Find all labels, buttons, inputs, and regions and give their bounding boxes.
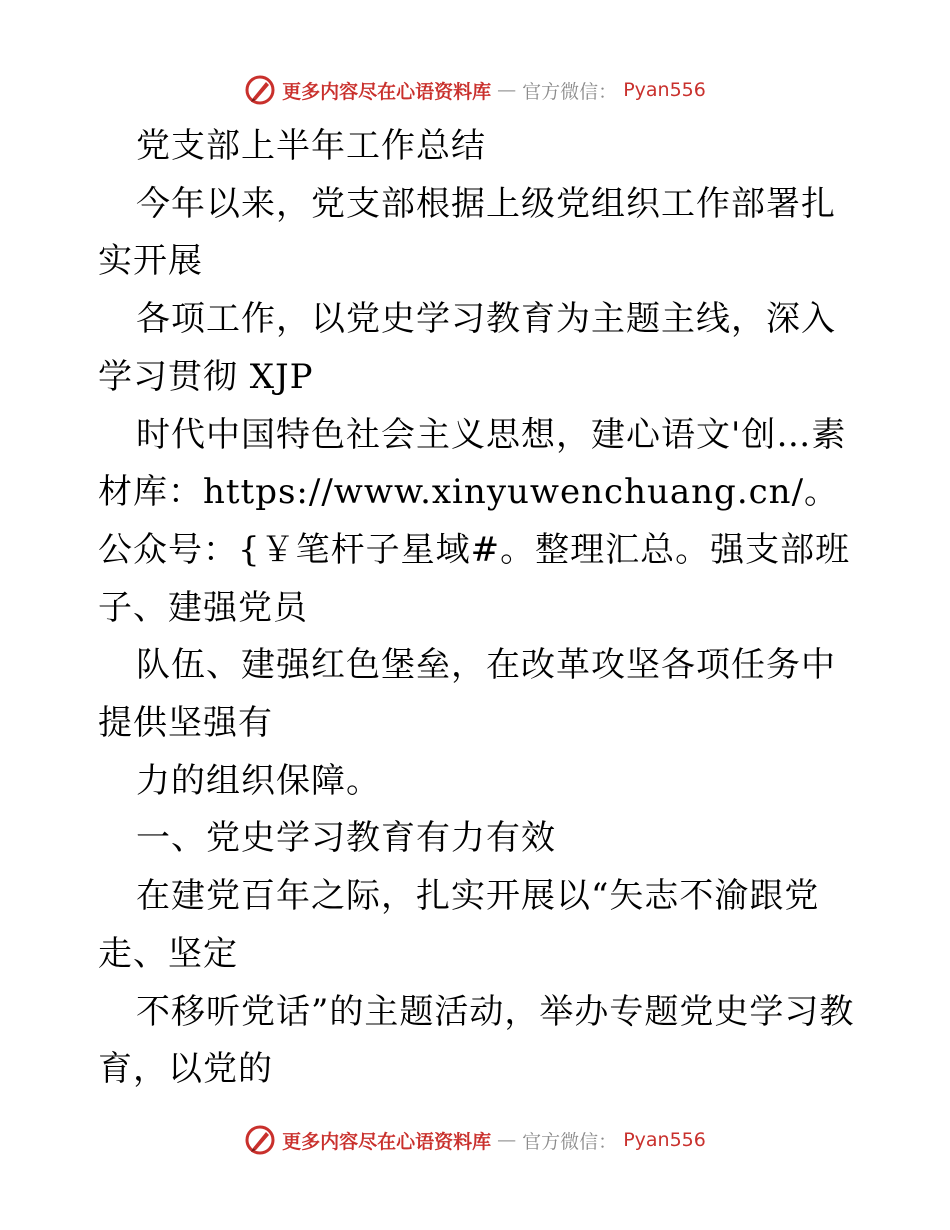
watermark-official-text: 官方微信： — [522, 80, 618, 103]
header-watermark — [0, 70, 950, 110]
document-title: 党支部上半年工作总结 — [136, 126, 486, 166]
paragraph-4: 队伍、建强红色堡垒，在改革攻坚各项任务中提供坚强有 — [98, 645, 836, 744]
watermark-wechat-id: Pyan556 — [623, 1129, 706, 1151]
paragraph-6: 在建党百年之际，扎实开展以“矢志不渝跟党走、坚定 — [98, 876, 820, 974]
paragraph-7: 不移听党话”的主题活动，举办专题党史学习教育，以党的 — [98, 991, 855, 1090]
paragraph-5: 力的组织保障。 — [136, 760, 381, 801]
watermark-dash: — — [497, 79, 517, 101]
watermark-brand-text: 更多内容尽在心语资料库 — [282, 1130, 492, 1153]
watermark-brand-text: 更多内容尽在心语资料库 — [282, 80, 492, 103]
paragraph-3: 时代中国特色社会主义思想，建心语文'创…素材库：https://www.xinyuwenchuang.cn/。公众号：{￥笔杆子星域#。整理汇总。强支部班子、建强党员 — [98, 414, 851, 628]
paragraph-2: 各项工作，以党史学习教育为主题主线，深入学习贯彻 XJP — [98, 299, 836, 397]
paragraph-1: 今年以来，党支部根据上级党组织工作部署扎实开展 — [98, 183, 836, 282]
watermark-dash: — — [497, 1129, 517, 1151]
watermark-official-text: 官方微信： — [522, 1130, 618, 1153]
pen-logo-icon — [244, 74, 276, 106]
section-heading-1: 一、党史学习教育有力有效 — [136, 818, 556, 859]
document-body — [98, 118, 858, 1099]
watermark-wechat-id: Pyan556 — [623, 79, 706, 101]
pen-logo-icon — [244, 1124, 276, 1156]
footer-watermark — [0, 1120, 950, 1160]
